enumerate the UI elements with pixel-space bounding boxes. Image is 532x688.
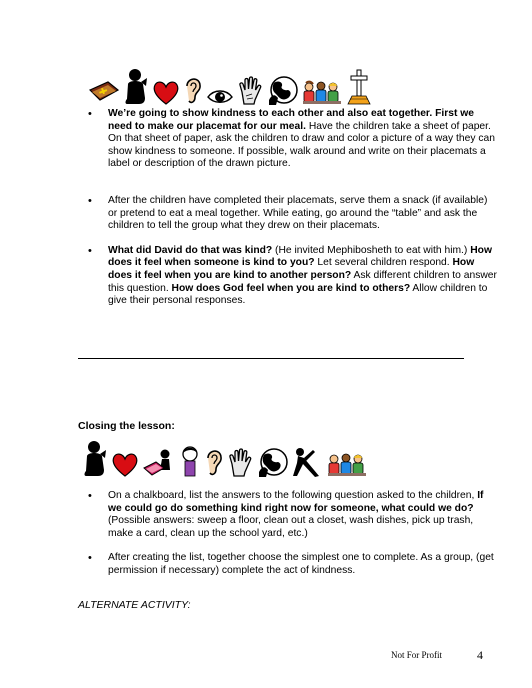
footer-text: Not For Profit: [391, 650, 443, 660]
list-item: [78, 490, 498, 540]
heart-icon: [152, 80, 180, 106]
instruction-text: (He invited Mephibosheth to eat with him.): [272, 244, 471, 256]
page-number: 4: [477, 648, 483, 662]
list-item: [78, 245, 498, 308]
instruction-text: Let several children respond.: [314, 257, 453, 269]
children-group-icon: [301, 80, 343, 106]
question-2: How does it feel when someone is kind to you?: [108, 244, 492, 269]
children-group-icon: [326, 452, 368, 478]
instruction-text: On a chalkboard, list the answers to the following question asked to the children,: [108, 490, 478, 501]
icon-row-top: [88, 68, 372, 106]
ear-icon: [204, 446, 224, 478]
bible-reader-icon: [142, 448, 176, 478]
earth-globe-icon: [256, 446, 288, 478]
cross-icon: [346, 68, 372, 106]
child-face-icon: [179, 444, 201, 478]
instruction-text: After the children have completed their placemats, serve them a snack (if available) or pretend to eat a meal together. While eating, go around the “table” and ask the children to tell the group what they drew on their placemats.: [108, 194, 488, 232]
bold-question: If we could go do something kind right now for someone, what could we do?: [108, 490, 484, 514]
praying-child-icon: [123, 68, 149, 106]
icon-row-bottom: [82, 440, 368, 478]
question-4: How does God feel when you are kind to others?: [171, 282, 411, 294]
question-3: How does it feel when you are kind to another person?: [108, 257, 475, 281]
ear-icon: [183, 74, 203, 106]
instruction-text: Have the children take a sheet of paper. On that sheet of paper, ask the children to draw and color a picture of a way they can show kindness to someone. If possible, walk around and write on their placemats a label or description of the drawn picture.: [108, 120, 495, 170]
hand-icon: [227, 448, 253, 478]
instruction-text: Ask different children to answer this question.: [108, 269, 497, 294]
list-item: [78, 108, 498, 171]
instruction-text: Allow children to give their personal responses.: [108, 282, 488, 307]
heart-icon: [111, 452, 139, 478]
stretching-person-icon: [291, 446, 323, 478]
instructions-list-bottom: [78, 490, 498, 578]
eye-icon: [206, 86, 234, 106]
bold-instruction: We’re going to show kindness to each other and also eat together. First we need to make our placemat for our meal.: [108, 108, 474, 132]
list-item: [78, 195, 498, 233]
bible-icon: [88, 72, 120, 106]
earth-globe-icon: [266, 74, 298, 106]
instruction-text: (Possible answers: sweep a floor, clean out a closet, wash dishes, pick up trash, make a card, clean up the school yard, etc.): [108, 515, 474, 539]
alternate-activity-heading: ALTERNATE ACTIVITY:: [78, 599, 191, 611]
question-1: What did David do that was kind?: [108, 244, 273, 256]
closing-heading: Closing the lesson:: [78, 420, 175, 432]
instructions-list-top: [78, 108, 498, 308]
praying-child-icon: [82, 440, 108, 478]
instruction-text: After creating the list, together choose the simplest one to complete. As a group, (get permission if necessary) complete the act of kindness.: [108, 552, 494, 576]
hand-icon: [237, 76, 263, 106]
section-divider: [78, 358, 464, 359]
list-item: [78, 552, 498, 577]
